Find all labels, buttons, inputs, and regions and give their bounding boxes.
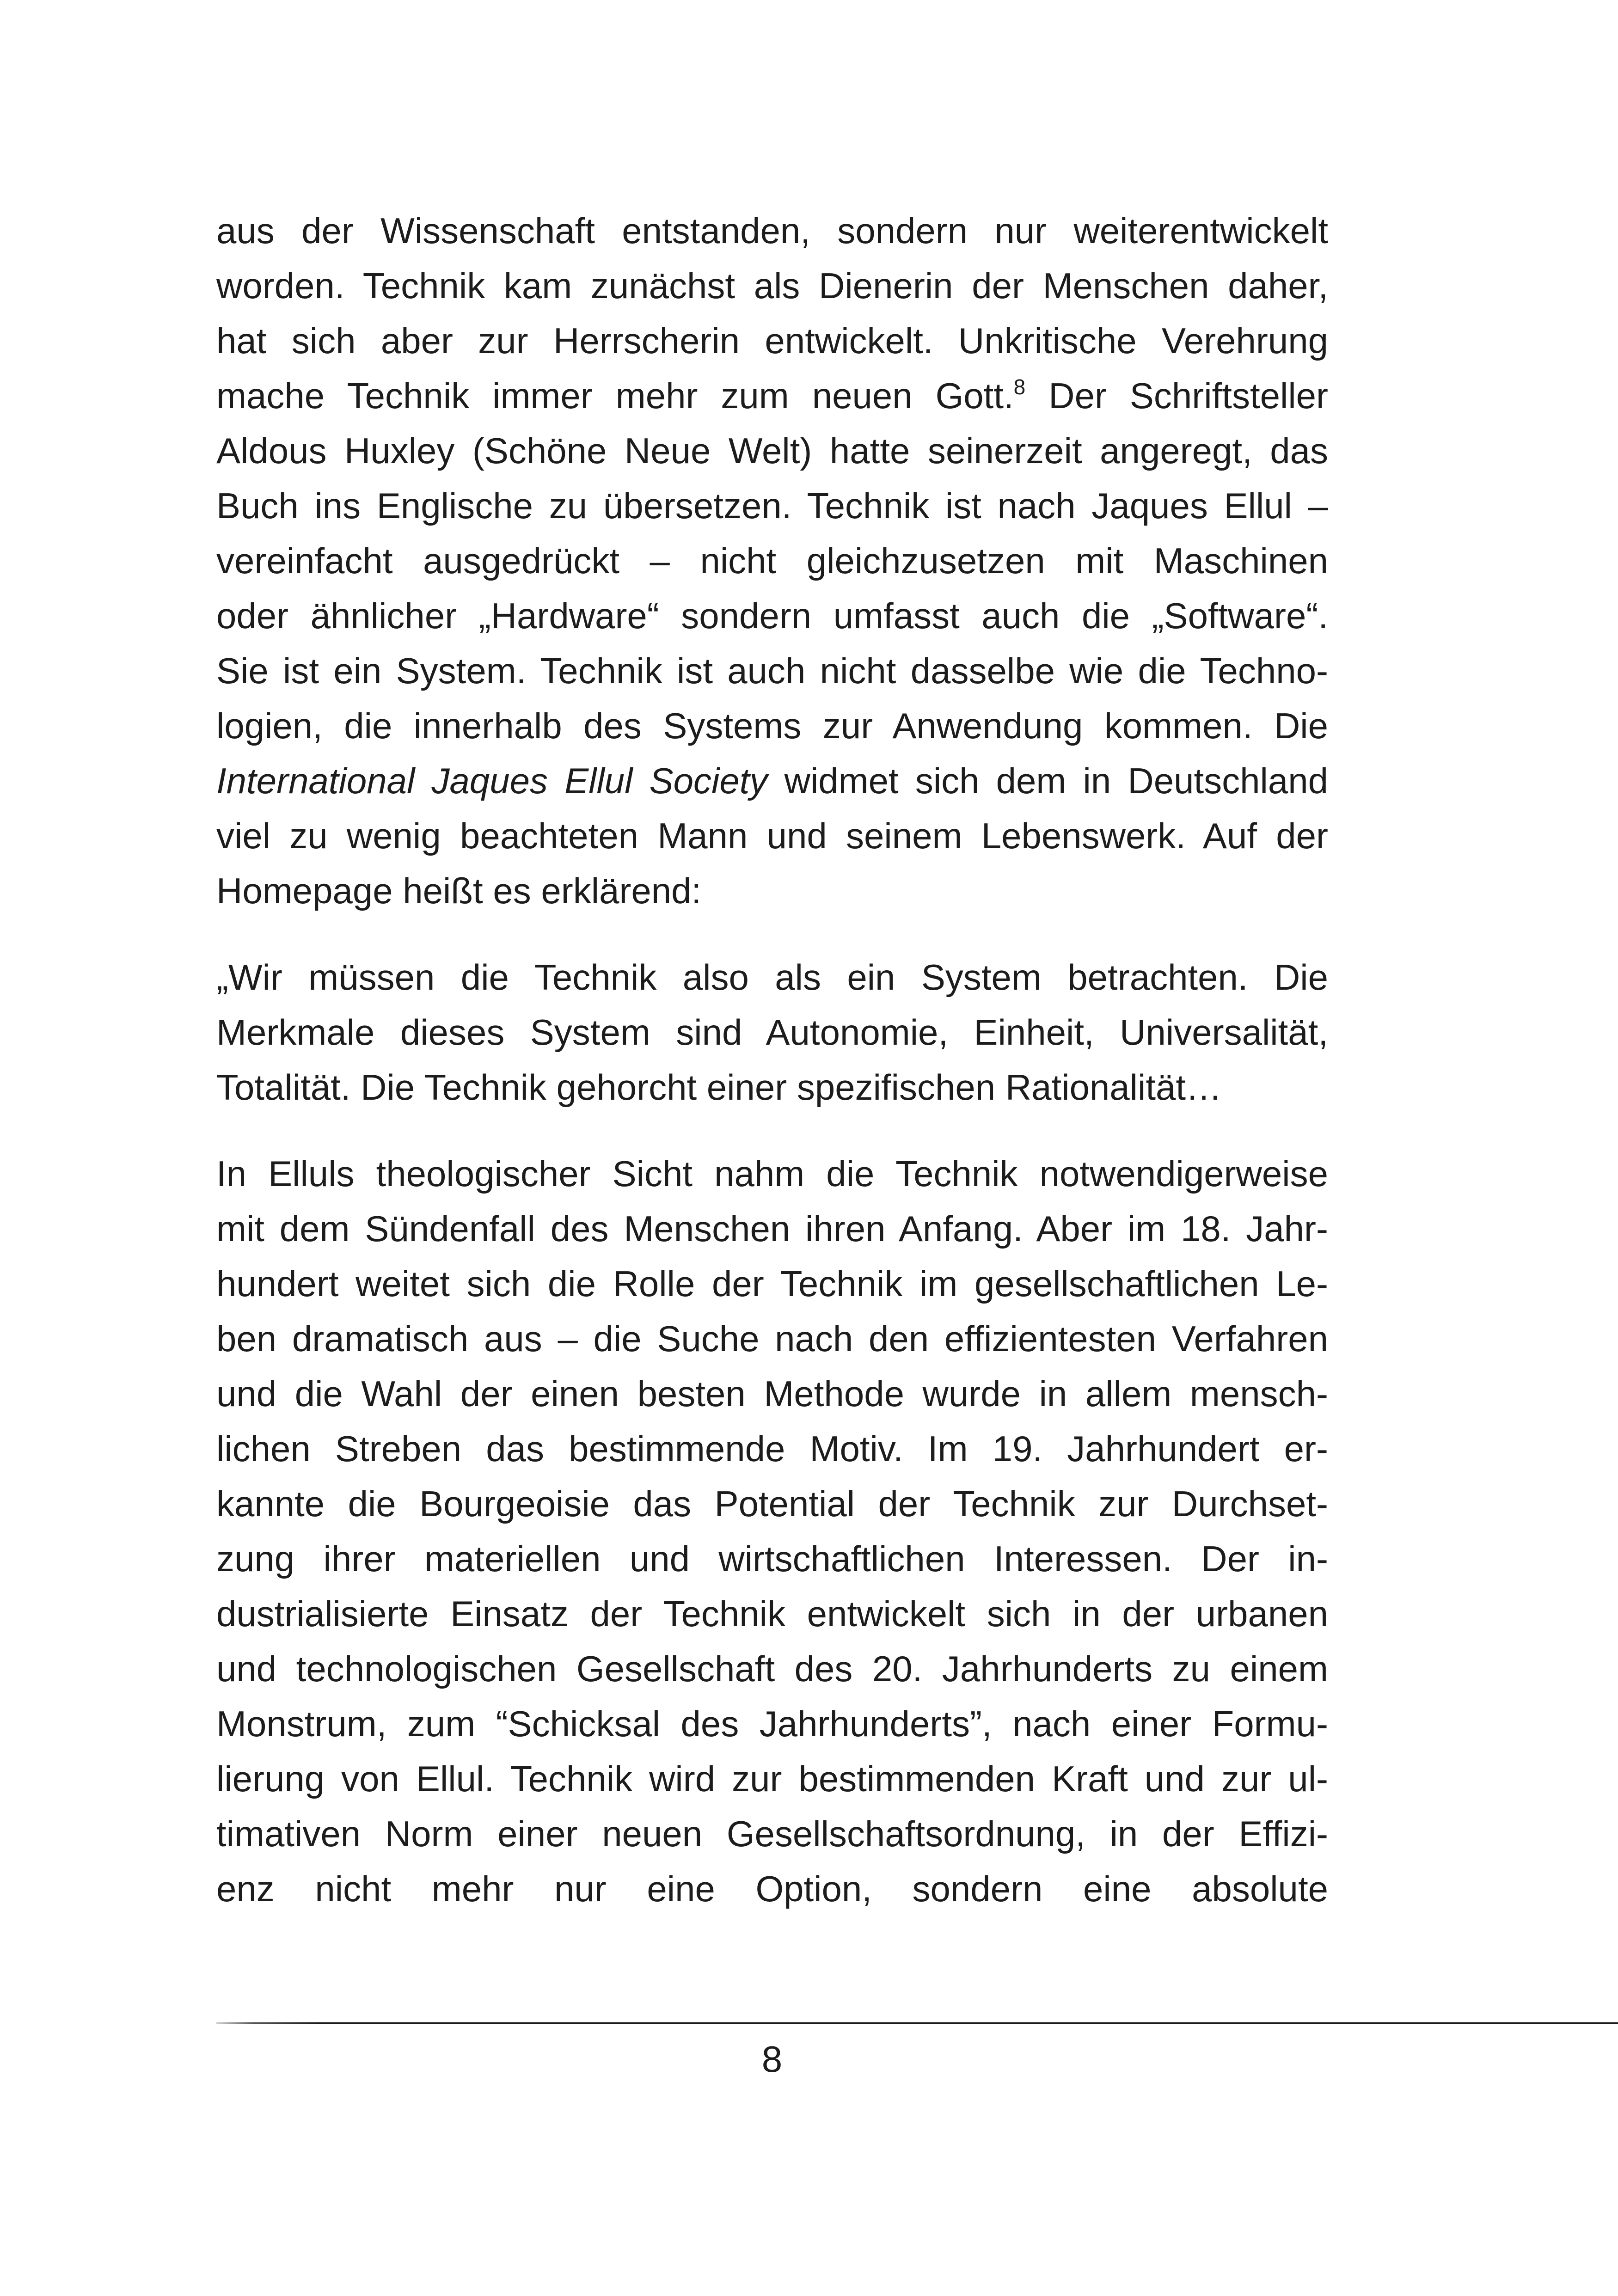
page-number: 8 (761, 2039, 783, 2080)
text-line: hat sich aber zur Herrscherin entwickelt. Unkritische Verehrung (216, 320, 1328, 361)
text-line: aus der Wissenschaft entstanden, sondern nur weiterentwickelt (216, 210, 1328, 251)
text-fragment: widmet sich dem in Deutschland (784, 760, 1329, 801)
text-line: viel zu wenig beachteten Mann und seinem Lebenswerk. Auf der (216, 815, 1328, 856)
body-text (216, 203, 1328, 1916)
paragraph-1 (216, 203, 1328, 918)
paragraph-spacing (216, 1115, 1328, 1146)
text-line: lierung von Ellul. Technik wird zur bestimmenden Kraft und zur ul- (216, 1758, 1328, 1799)
text-line: und technologischen Gesellschaft des 20. Jahrhunderts zu einem (216, 1648, 1328, 1689)
text-line: Buch ins Englische zu übersetzen. Technik ist nach Jaques Ellul – (216, 485, 1328, 526)
footnote-reference[interactable]: 8 (1013, 375, 1026, 399)
text-line (216, 753, 1328, 808)
paragraph-2 (216, 1146, 1328, 1916)
text-line: Merkmale dieses System sind Autonomie, Einheit, Universalität, (216, 1012, 1328, 1053)
text-line: In Elluls theologischer Sicht nahm die Technik notwendigerweise (216, 1153, 1328, 1194)
text-line: Sie ist ein System. Technik ist auch nicht dasselbe wie die Techno- (216, 650, 1328, 691)
text-line: hundert weitet sich die Rolle der Technik im gesellschaftlichen Le- (216, 1263, 1328, 1304)
text-line (216, 368, 1328, 423)
text-line: Monstrum, zum “Schicksal des Jahrhunderts”, nach einer Formu- (216, 1703, 1328, 1744)
text-line: oder ähnlicher „Hardware“ sondern umfasst auch die „Software“. (216, 595, 1328, 636)
text-line: Totalität. Die Technik gehorcht einer spezifischen Rationalität… (216, 1067, 1222, 1108)
text-line: Homepage heißt es erklärend: (216, 870, 702, 911)
text-line: timativen Norm einer neuen Gesellschaftsordnung, in der Effizi- (216, 1813, 1328, 1854)
text-line: kannte die Bourgeoisie das Potential der Technik zur Durchset- (216, 1483, 1328, 1524)
text-fragment: mache Technik immer mehr zum neuen Gott. (216, 375, 1014, 416)
paragraph-spacing (216, 918, 1328, 950)
text-line: „Wir müssen die Technik also als ein System betrachten. Die (216, 957, 1328, 998)
text-fragment: Der Schriftsteller (1025, 375, 1329, 416)
text-line: vereinfacht ausgedrückt – nicht gleichzusetzen mit Maschinen (216, 540, 1328, 581)
text-line: und die Wahl der einen besten Methode wurde in allem mensch- (216, 1373, 1328, 1414)
text-line: lichen Streben das bestimmende Motiv. Im 19. Jahrhundert er- (216, 1428, 1328, 1469)
text-line: dustrialisierte Einsatz der Technik entwickelt sich in der urbanen (216, 1593, 1328, 1634)
text-line: mit dem Sündenfall des Menschen ihren Anfang. Aber im 18. Jahr- (216, 1208, 1328, 1249)
quote-paragraph (216, 950, 1328, 1115)
footer-divider (216, 2022, 1618, 2024)
italic-title: International Jaques Ellul Society (216, 760, 768, 801)
text-line: zung ihrer materiellen und wirtschaftlichen Interessen. Der in- (216, 1538, 1328, 1579)
text-line: logien, die innerhalb des Systems zur Anwendung kommen. Die (216, 705, 1328, 746)
text-line: Aldous Huxley (Schöne Neue Welt) hatte seinerzeit angeregt, das (216, 430, 1328, 471)
text-line: worden. Technik kam zunächst als Dienerin der Menschen daher, (216, 265, 1328, 306)
text-line: ben dramatisch aus – die Suche nach den effizientesten Verfahren (216, 1318, 1328, 1359)
text-line: enz nicht mehr nur eine Option, sondern eine absolute (216, 1868, 1328, 1909)
